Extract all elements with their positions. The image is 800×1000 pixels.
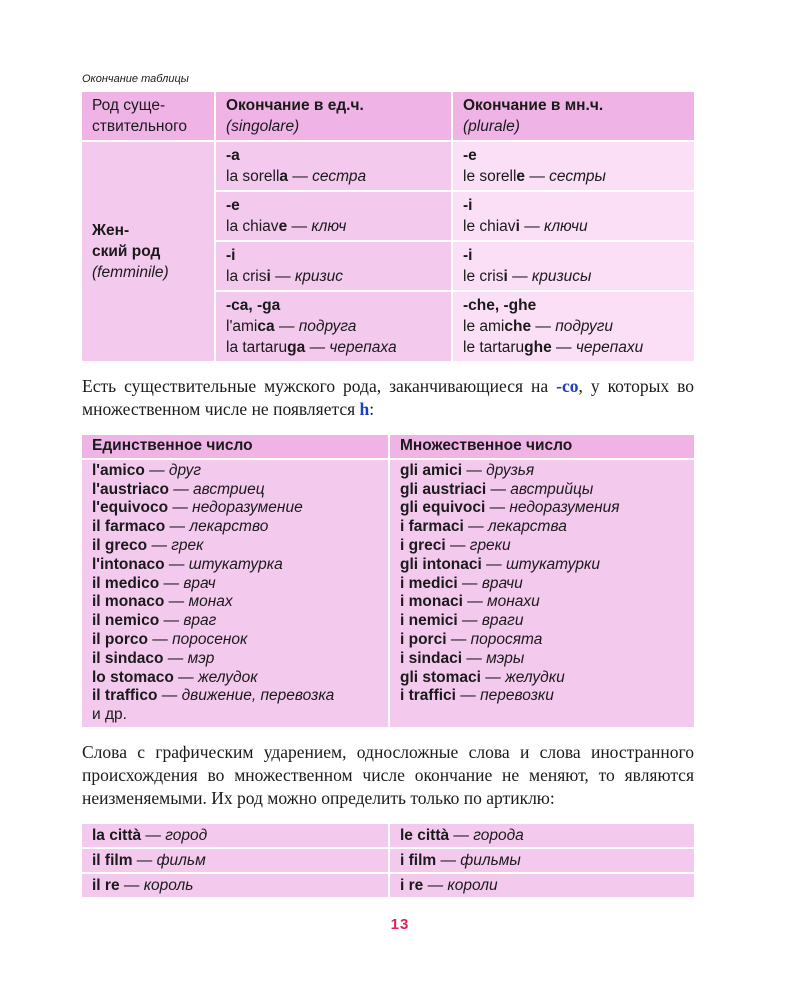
table-row	[82, 849, 694, 872]
list-item: gli intonaci — штукатурки	[400, 555, 600, 573]
header-gender-line1: Род суще-	[92, 97, 166, 114]
list-item: l'austriaco — австриец	[92, 480, 265, 498]
example: la sorella — сестра	[226, 168, 367, 185]
singular-cell	[216, 292, 451, 361]
list-item: l'amico — друг	[92, 461, 201, 479]
plural-cell	[453, 292, 694, 361]
header-plural	[453, 92, 694, 140]
list-item: l'equivoco — недоразумение	[92, 499, 303, 517]
list-item: il porco — поросенок	[92, 630, 248, 648]
list-item: il farmaco — лекарство	[92, 518, 269, 536]
etc-note: и др.	[92, 706, 127, 724]
gender-line3: (femminile)	[92, 264, 169, 281]
co-nouns-table	[80, 433, 696, 729]
header-singular: Единственное число	[82, 435, 388, 458]
singular-cell	[82, 849, 388, 872]
list-item: gli equivoci — недоразумения	[400, 499, 620, 517]
header-singular	[216, 92, 451, 140]
ending-highlight: -co	[556, 376, 579, 396]
list-item: il film — фильм	[92, 851, 206, 869]
list-item: i sindaci — мэры	[400, 649, 525, 667]
list-item: i monaci — монахи	[400, 593, 540, 611]
ending: -i	[463, 197, 473, 214]
list-item: la città — город	[92, 826, 208, 844]
singular-cell	[216, 242, 451, 290]
list-item: i porci — поросята	[400, 630, 543, 648]
header-plural-line2: (plurale)	[463, 118, 520, 135]
list-item: il greco — грек	[92, 536, 204, 554]
plural-cell	[453, 242, 694, 290]
list-item: il re — король	[92, 876, 194, 894]
plural-cell	[453, 142, 694, 190]
gender-line2: ский род	[92, 243, 161, 260]
list-item: il sindaco — мэр	[92, 649, 215, 667]
list-item: i greci — греки	[400, 536, 511, 554]
ending: -i	[226, 247, 236, 264]
table-row	[82, 460, 694, 727]
ending: -e	[463, 147, 477, 164]
list-item: i nemici — враги	[400, 612, 524, 630]
list-item: le città — города	[400, 826, 524, 844]
example: la tartaruga — черепаха	[226, 339, 397, 356]
list-item: l'intonaco — штукатурка	[92, 555, 283, 573]
plural-cell	[390, 849, 694, 872]
plural-cell	[390, 874, 694, 897]
example: la crisi — кризис	[226, 268, 344, 285]
plural-list	[390, 460, 694, 727]
list-item: gli austriaci — австрийцы	[400, 480, 594, 498]
gender-line1: Жен-	[92, 222, 130, 239]
table-caption: Окончание таблицы	[82, 73, 189, 85]
list-item: i medici — врачи	[400, 574, 523, 592]
singular-cell	[216, 192, 451, 240]
plural-cell	[453, 192, 694, 240]
letter-highlight: h	[359, 399, 370, 419]
list-item: il traffico — движение, перевозка	[92, 687, 335, 705]
list-item: il medico — врач	[92, 574, 216, 592]
singular-cell	[82, 874, 388, 897]
list-item: il monaco — монах	[92, 593, 233, 611]
list-item: i traffici — перевозки	[400, 687, 554, 705]
page-number: 13	[390, 916, 410, 933]
table-row	[82, 824, 694, 847]
paragraph-invariable-nouns: Слова с графическим ударением, односложные слова и слова иностранного происхождения во множественном числе окончание не меняют, то являются неизменяемыми. Их род можно определить только по артиклю:	[82, 741, 694, 808]
example: le sorelle — сестры	[463, 168, 606, 185]
example: le amiche — подруги	[463, 318, 614, 335]
list-item: i farmaci — лекарства	[400, 518, 567, 536]
ending: -ca, -ga	[226, 297, 281, 314]
example: la chiave — ключ	[226, 218, 347, 235]
example: l'amica — подруга	[226, 318, 357, 335]
header-plural-line1: Окончание в мн.ч.	[463, 97, 604, 114]
list-item: i re — короли	[400, 876, 498, 894]
singular-cell	[82, 824, 388, 847]
list-item: i film — фильмы	[400, 851, 521, 869]
header-singular-line2: (singolare)	[226, 118, 300, 135]
list-item: lo stomaco — желудок	[92, 668, 258, 686]
header-gender	[82, 92, 214, 140]
ending: -e	[226, 197, 240, 214]
table-header-row	[82, 435, 694, 458]
example: le tartarughe — черепахи	[463, 339, 644, 356]
header-plural: Множественное число	[390, 435, 694, 458]
table-row	[82, 874, 694, 897]
header-gender-line2: ствительного	[92, 118, 188, 135]
plural-cell	[390, 824, 694, 847]
ending: -che, -ghe	[463, 297, 537, 314]
table-row	[82, 142, 694, 190]
paragraph-co-nouns: Есть существительные мужского рода, заканчивающиеся на -co, у которых во множественном числе не появляется h:	[82, 376, 695, 419]
example: le crisi — кризисы	[463, 268, 592, 285]
singular-cell	[216, 142, 451, 190]
feminine-endings-table	[80, 90, 696, 363]
ending: -i	[463, 247, 473, 264]
example: le chiavi — ключи	[463, 218, 588, 235]
list-item: gli stomaci — желудки	[400, 668, 565, 686]
ending: -a	[226, 147, 240, 164]
table-header-row	[82, 92, 694, 140]
singular-list	[82, 460, 388, 727]
list-item: gli amici — друзья	[400, 461, 535, 479]
page-content	[82, 72, 694, 899]
gender-cell	[82, 142, 214, 361]
invariable-nouns-table	[80, 822, 696, 899]
header-singular-line1: Окончание в ед.ч.	[226, 97, 364, 114]
list-item: il nemico — враг	[92, 612, 217, 630]
